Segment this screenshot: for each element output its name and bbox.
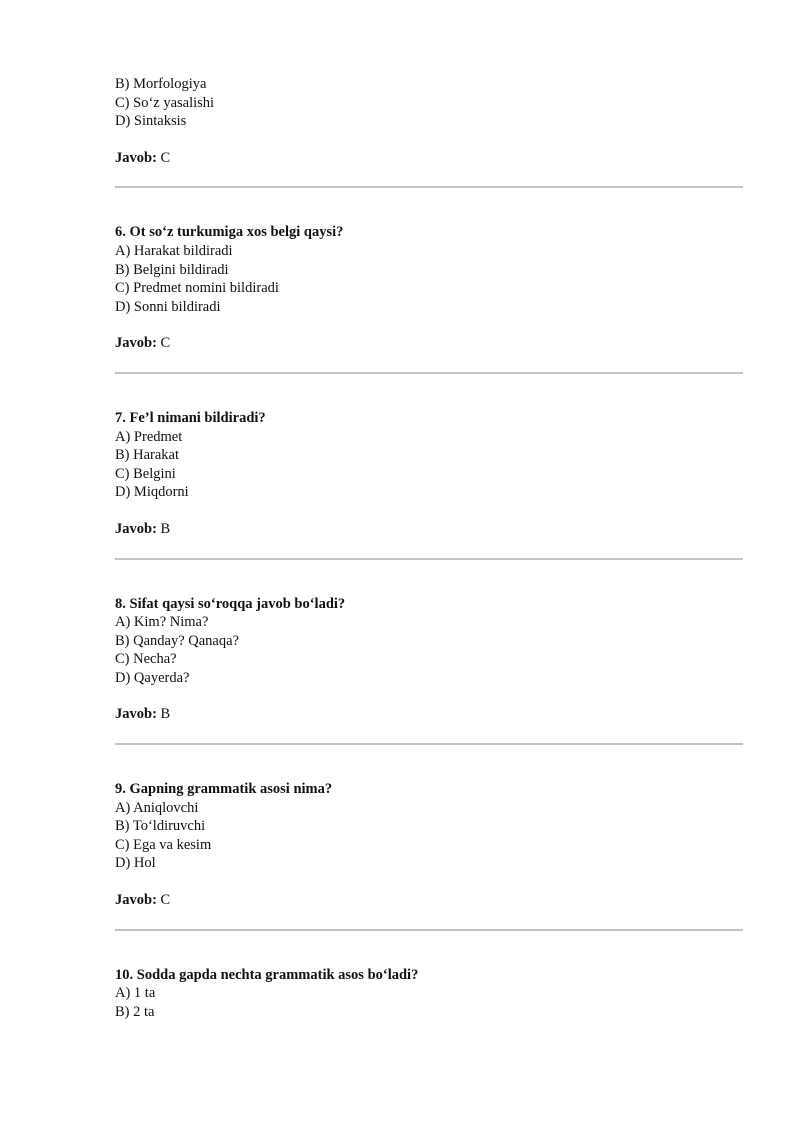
answer-label: Javob: xyxy=(115,892,157,909)
answer-line xyxy=(115,891,743,910)
option-b: B) To‘ldiruvchi xyxy=(115,818,206,835)
question-block-7 xyxy=(115,409,743,560)
answer-label: Javob: xyxy=(115,335,157,352)
option-c: C) Belgini xyxy=(115,465,176,482)
option-c: C) Ega va kesim xyxy=(115,836,212,853)
option-b: B) 2 ta xyxy=(115,1003,155,1020)
option-c: C) So‘z yasalishi xyxy=(115,94,215,111)
option-a: A) Aniqlovchi xyxy=(115,799,199,816)
option-b: B) Morfologiya xyxy=(115,76,207,92)
answer-line xyxy=(115,334,743,353)
option-a: A) Harakat bildiradi xyxy=(115,242,233,259)
answer-value: C xyxy=(160,149,171,166)
option-d: D) Miqdorni xyxy=(115,484,189,501)
option-d: D) Sonni bildiradi xyxy=(115,298,221,315)
option-a: A) Kim? Nima? xyxy=(115,614,209,631)
option-a: A) Predmet xyxy=(115,428,183,445)
question-block-9 xyxy=(115,780,743,931)
option-d: D) Qayerda? xyxy=(115,669,190,686)
answer-value: C xyxy=(160,335,171,352)
option-d: D) Sintaksis xyxy=(115,113,187,130)
answer-label: Javob: xyxy=(115,149,157,166)
question-text: 9. Gapning grammatik asosi nima? xyxy=(115,781,333,798)
option-b: B) Qanday? Qanaqa? xyxy=(115,632,239,649)
option-b: B) Harakat xyxy=(115,447,180,464)
question-text: 7. Fe’l nimani bildiradi? xyxy=(115,409,266,426)
document-page xyxy=(115,75,743,1021)
question-text: 10. Sodda gapda nechta grammatik asos bo‘ladi? xyxy=(115,966,419,983)
answer-line xyxy=(115,149,743,168)
option-a: A) 1 ta xyxy=(115,985,156,1002)
question-text: 6. Ot so‘z turkumiga xos belgi qaysi? xyxy=(115,224,344,241)
question-block-10 xyxy=(115,966,743,1022)
option-c: C) Necha? xyxy=(115,651,177,668)
question-block-5-continued xyxy=(115,75,743,188)
answer-label: Javob: xyxy=(115,706,157,723)
answer-value: C xyxy=(160,892,171,909)
question-block-6 xyxy=(115,223,743,374)
answer-line xyxy=(115,705,743,724)
option-d: D) Hol xyxy=(115,855,156,872)
answer-value: B xyxy=(160,520,171,537)
question-block-8 xyxy=(115,595,743,746)
option-b: B) Belgini bildiradi xyxy=(115,261,229,278)
option-c: C) Predmet nomini bildiradi xyxy=(115,280,279,297)
answer-value: B xyxy=(160,706,171,723)
question-text: 8. Sifat qaysi so‘roqqa javob bo‘ladi? xyxy=(115,595,346,612)
answer-label: Javob: xyxy=(115,520,157,537)
answer-line xyxy=(115,520,743,539)
